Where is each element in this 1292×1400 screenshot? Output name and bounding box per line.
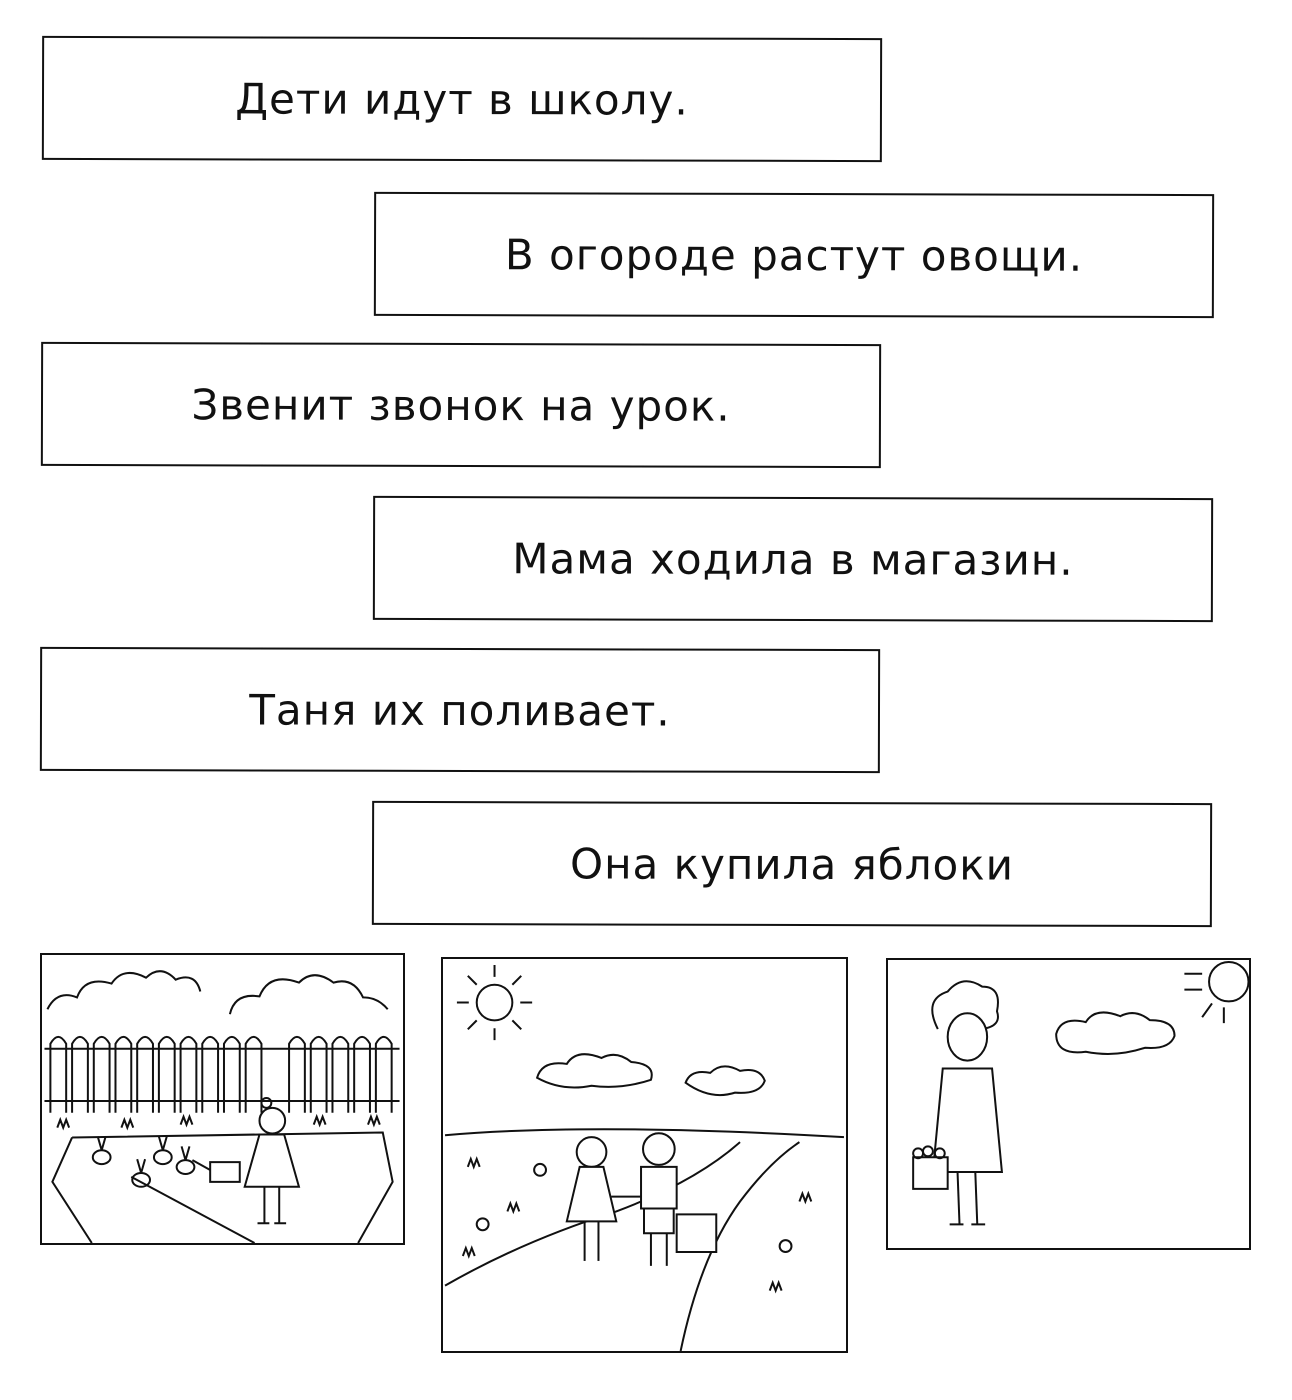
- sentence-text: Она купила яблоки: [569, 838, 1015, 890]
- sentence-text: Дети идут в школу.: [235, 73, 689, 125]
- sun-icon: [457, 965, 532, 1040]
- mom-with-apple-bag-picture[interactable]: [886, 958, 1251, 1250]
- school-scene-drawing: [443, 959, 846, 1351]
- shop-scene-drawing: [888, 960, 1249, 1248]
- plants: [93, 1136, 195, 1186]
- sentence-card-3[interactable]: [41, 342, 881, 468]
- sentence-text: Звенит звонок на урок.: [191, 379, 731, 431]
- sentence-text: Таня их поливает.: [249, 684, 671, 736]
- sentence-card-6[interactable]: [372, 801, 1212, 927]
- girl-figure: [192, 1098, 299, 1223]
- children-going-to-school-picture[interactable]: [441, 957, 848, 1353]
- sun-icon: [1184, 962, 1248, 1023]
- sentence-card-1[interactable]: [42, 36, 882, 162]
- garden-scene-drawing: [42, 955, 403, 1243]
- sentence-card-5[interactable]: [40, 647, 880, 773]
- woman-figure: [913, 981, 1002, 1224]
- sentence-card-4[interactable]: [373, 496, 1213, 622]
- children-figures: [567, 1133, 716, 1266]
- girl-watering-garden-picture[interactable]: [40, 953, 405, 1245]
- sentence-card-2[interactable]: [374, 192, 1214, 318]
- sentence-text: Мама ходила в магазин.: [512, 533, 1074, 585]
- sentence-text: В огороде растут овощи.: [504, 229, 1084, 281]
